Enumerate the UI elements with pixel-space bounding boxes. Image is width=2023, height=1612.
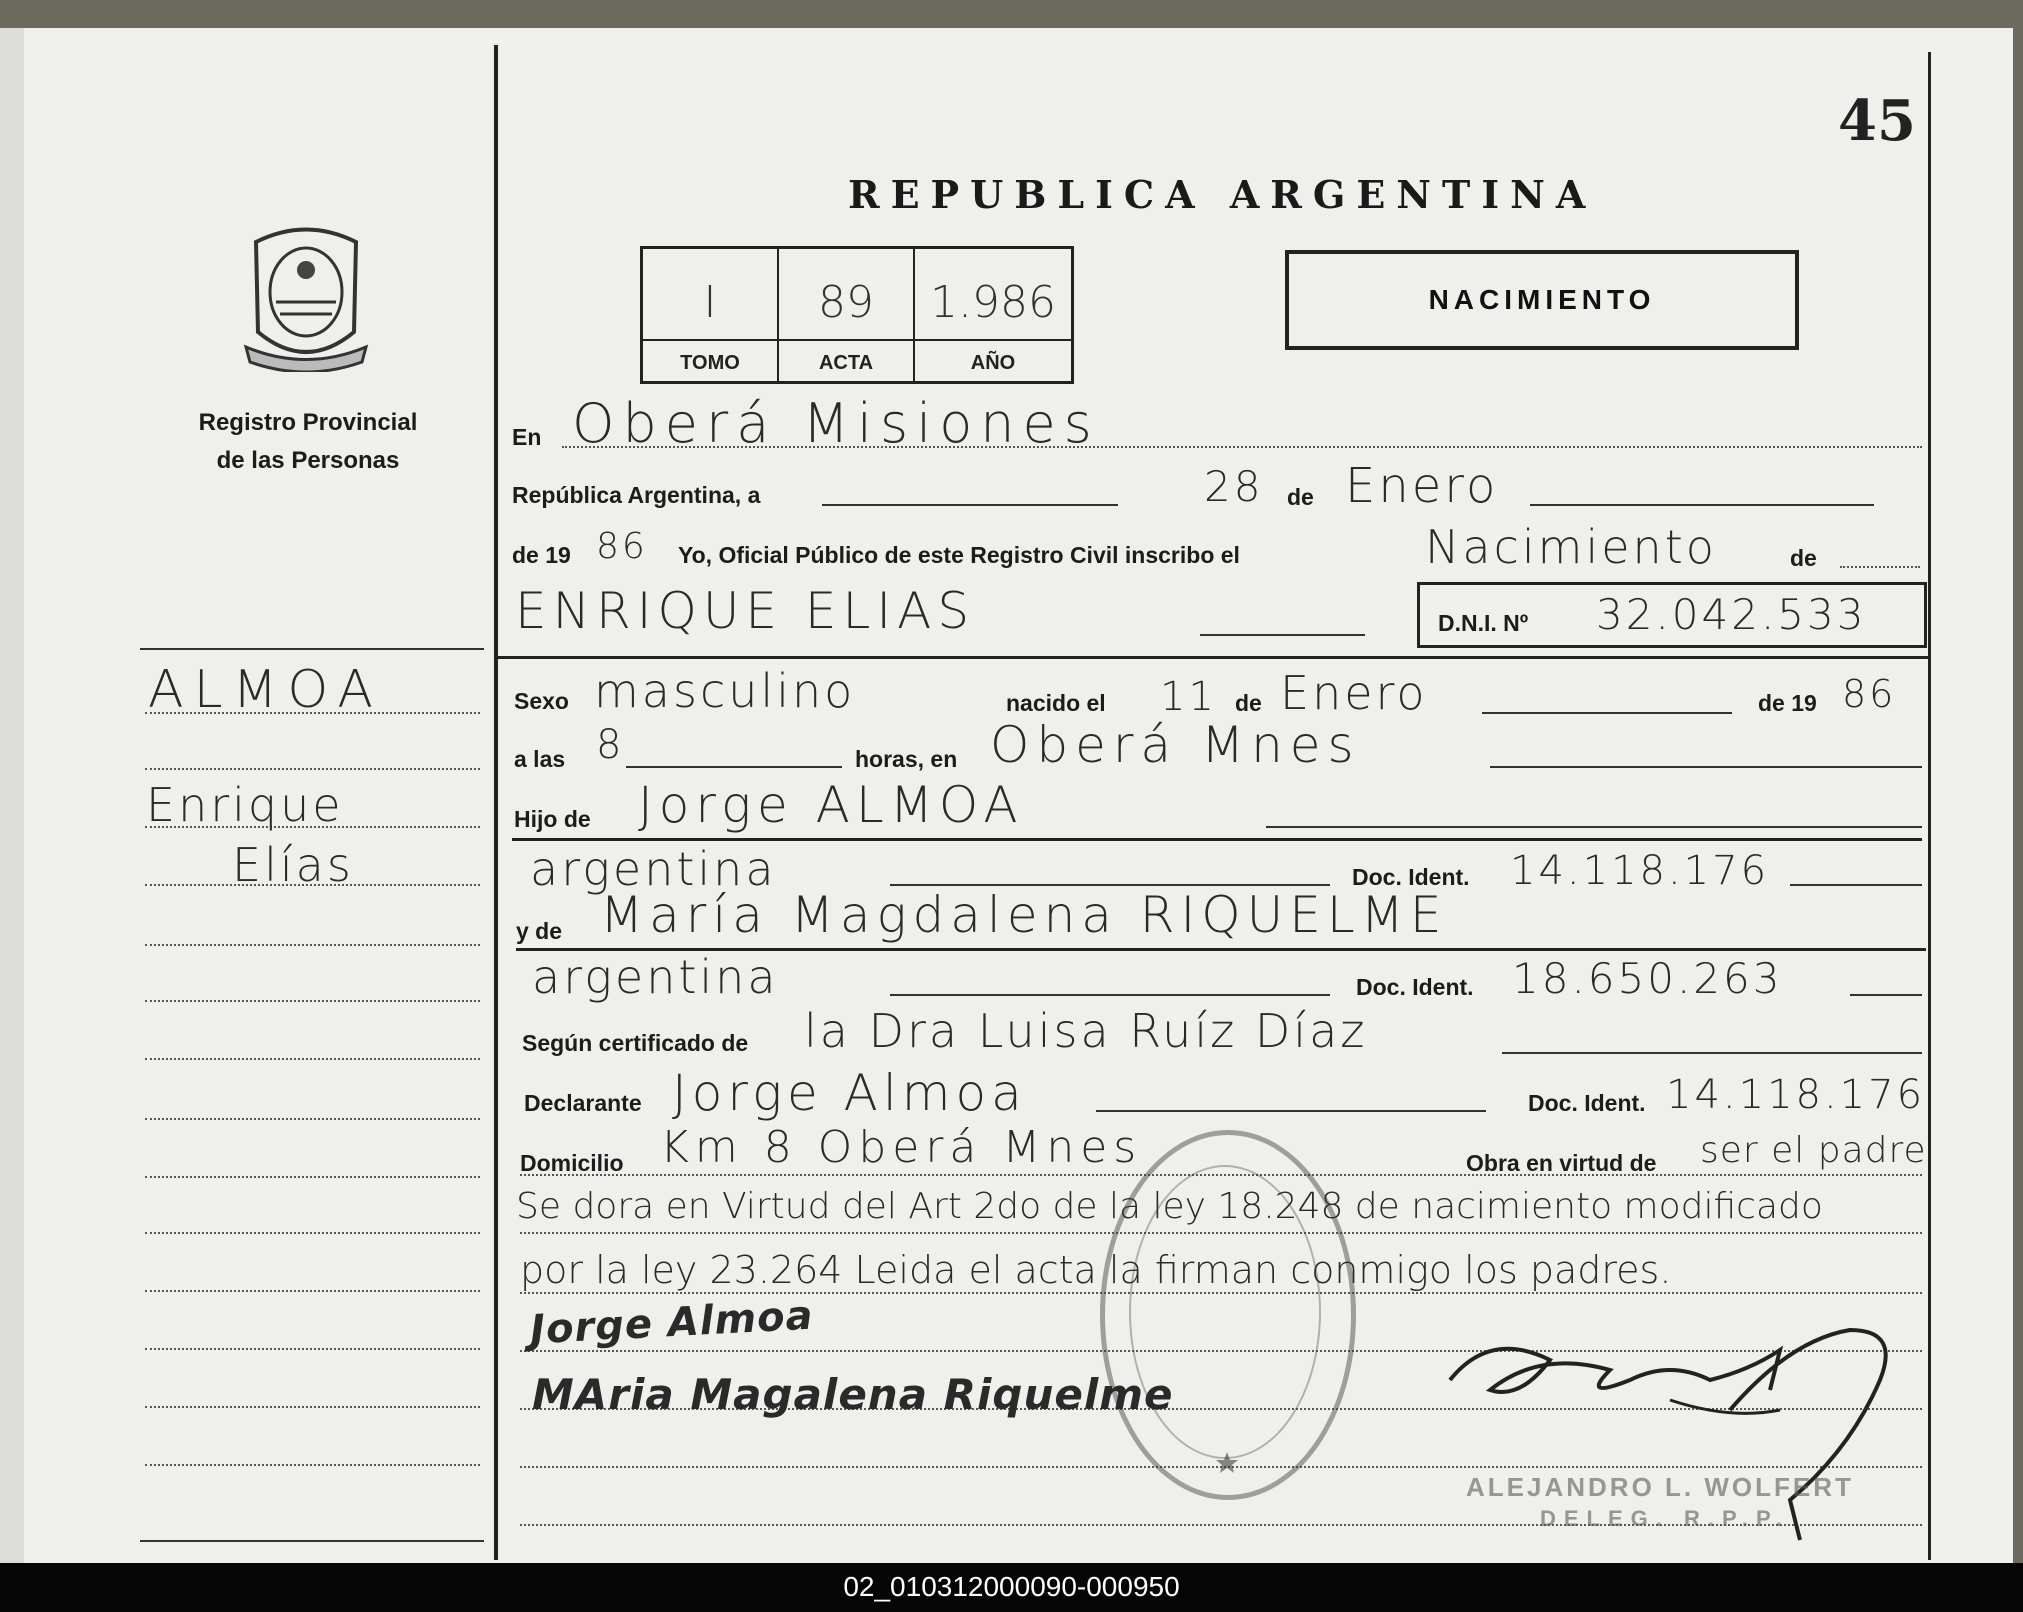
record-type-label: NACIMIENTO bbox=[1428, 284, 1656, 315]
acta-cell bbox=[779, 249, 915, 381]
section-rule bbox=[496, 656, 1928, 659]
page-number: 45 bbox=[1838, 88, 1916, 154]
official-stamp-title: DELEG. R.P.P. bbox=[1540, 1506, 1790, 1531]
birth-year: 86 bbox=[1842, 672, 1897, 716]
anio-value: 1.986 bbox=[930, 277, 1056, 328]
anio-label: AÑO bbox=[970, 352, 1016, 374]
birth-month: Enero bbox=[1280, 666, 1428, 720]
acta-label: ACTA bbox=[818, 352, 874, 374]
year-suffix: 86 bbox=[596, 526, 648, 567]
birth-month-line bbox=[1482, 712, 1732, 714]
margin-line bbox=[145, 1348, 480, 1350]
mother-name: María Magdalena RIQUELME bbox=[600, 886, 1448, 944]
margin-line bbox=[145, 1464, 480, 1466]
horas-label: horas, en bbox=[855, 746, 958, 772]
birth-day: 11 bbox=[1160, 674, 1217, 720]
tomo-label: TOMO bbox=[680, 352, 740, 374]
margin-line bbox=[145, 1290, 480, 1292]
tomo-value: I bbox=[703, 277, 717, 328]
registry-line-2: de las Personas bbox=[216, 447, 400, 474]
date-line-1 bbox=[822, 504, 1118, 506]
registry-line-1: Registro Provincial bbox=[198, 409, 418, 436]
margin-line bbox=[145, 1000, 480, 1002]
margin-line bbox=[145, 768, 480, 770]
birth-place-line bbox=[1490, 766, 1922, 768]
declarante-value: Jorge Almoa bbox=[672, 1064, 1027, 1122]
star-icon bbox=[1215, 1451, 1239, 1475]
nacido-label: nacido el bbox=[1006, 690, 1106, 716]
sexo-value: masculino bbox=[594, 664, 856, 718]
registry-seal bbox=[1100, 1130, 1356, 1500]
declarante-doc-label: Doc. Ident. bbox=[1528, 1090, 1646, 1116]
margin-line bbox=[145, 944, 480, 946]
declarante-doc: 14.118.176 bbox=[1666, 1072, 1926, 1118]
note-line-2: por la ley 23.264 Leida el acta la firman conmigo los padres. bbox=[520, 1248, 1672, 1292]
father-nationality: argentina bbox=[530, 842, 777, 896]
obra-label: Obra en virtud de bbox=[1466, 1150, 1657, 1176]
child-line bbox=[1200, 634, 1365, 636]
acta-value: 89 bbox=[818, 277, 874, 328]
margin-line bbox=[145, 1118, 480, 1120]
birth-de19-label: de 19 bbox=[1758, 690, 1817, 716]
place-value: Oberá Misiones bbox=[572, 392, 1100, 455]
birth-de-label: de bbox=[1235, 690, 1262, 716]
act-line bbox=[1840, 566, 1920, 568]
margin-given-1: Enrique bbox=[146, 778, 344, 832]
margin-given-2: Elías bbox=[232, 838, 354, 892]
domicilio-value: Km 8 Oberá Mnes bbox=[660, 1122, 1143, 1173]
mother-signature: MAria Magalena Riquelme bbox=[532, 1370, 1174, 1419]
a-las-label: a las bbox=[514, 746, 566, 772]
mother-doc-line bbox=[1850, 994, 1922, 996]
republica-label: República Argentina, a bbox=[512, 482, 761, 508]
sexo-label: Sexo bbox=[514, 688, 569, 714]
mother-doc-label: Doc. Ident. bbox=[1356, 974, 1474, 1000]
record-type-box bbox=[1285, 250, 1799, 350]
obra-value: ser el padre bbox=[1700, 1130, 1927, 1171]
page-title: REPUBLICA ARGENTINA bbox=[848, 172, 1597, 217]
father-name: Jorge ALMOA bbox=[638, 776, 1024, 834]
birth-place: Oberá Mnes bbox=[990, 716, 1361, 774]
anio-cell bbox=[915, 249, 1071, 381]
hour-line bbox=[626, 766, 842, 768]
day-value: 28 bbox=[1204, 462, 1264, 511]
margin-divider bbox=[494, 45, 498, 1560]
child-name: ENRIQUE ELIAS bbox=[515, 582, 976, 640]
margin-line bbox=[145, 1058, 480, 1060]
yde-label: y de bbox=[516, 918, 563, 944]
image-id: 02_010312000090-000950 bbox=[843, 1571, 1180, 1602]
father-line bbox=[1266, 826, 1922, 828]
domicilio-label: Domicilio bbox=[520, 1150, 624, 1176]
mother-doc: 18.650.263 bbox=[1512, 954, 1783, 1003]
book-gutter bbox=[0, 28, 24, 1563]
month-value: Enero bbox=[1345, 458, 1499, 514]
yo-text: Yo, Oficial Público de este Registro Civil inscribo el bbox=[678, 542, 1240, 568]
right-border bbox=[1928, 52, 1931, 1560]
father-rule bbox=[512, 838, 1922, 841]
month-line bbox=[1530, 504, 1874, 506]
margin-line bbox=[140, 648, 484, 650]
declarante-line bbox=[1096, 1110, 1486, 1112]
father-signature: Jorge Almoa bbox=[528, 1292, 815, 1354]
father-doc-label: Doc. Ident. bbox=[1352, 864, 1470, 890]
margin-line bbox=[145, 1406, 480, 1408]
dni-value: 32.042.533 bbox=[1596, 590, 1867, 639]
father-doc: 14.118.176 bbox=[1510, 848, 1770, 894]
certificado-line bbox=[1502, 1052, 1922, 1054]
mother-nat-line bbox=[890, 994, 1330, 996]
margin-surname: ALMOA bbox=[148, 660, 383, 720]
hour-value: 8 bbox=[596, 722, 625, 768]
note-line-1: Se dora en Virtud del Art 2do de la ley 18.248 de nacimiento modificado bbox=[516, 1186, 1823, 1227]
dni-label: D.N.I. Nº bbox=[1438, 610, 1529, 636]
official-stamp-name: ALEJANDRO L. WOLFERT bbox=[1466, 1472, 1854, 1502]
segun-label: Según certificado de bbox=[522, 1030, 749, 1056]
margin-line bbox=[145, 1232, 480, 1234]
en-label: En bbox=[512, 424, 542, 450]
image-footer bbox=[0, 1563, 2023, 1612]
tomo-cell bbox=[643, 249, 779, 381]
hijo-label: Hijo de bbox=[514, 806, 591, 832]
margin-line bbox=[140, 1540, 484, 1542]
margin-line bbox=[145, 1176, 480, 1178]
certificado-value: la Dra Luisa Ruíz Díaz bbox=[804, 1004, 1368, 1058]
record-box bbox=[640, 246, 1074, 384]
act-type-value: Nacimiento bbox=[1425, 520, 1717, 574]
de-19-label: de 19 bbox=[512, 542, 571, 568]
registry-name bbox=[170, 404, 446, 480]
father-doc-line bbox=[1790, 884, 1922, 886]
declarante-label: Declarante bbox=[524, 1090, 642, 1116]
provincial-crest-icon bbox=[236, 222, 376, 372]
mother-nationality: argentina bbox=[532, 950, 779, 1004]
de-label: de bbox=[1287, 484, 1314, 510]
record-box-divider bbox=[643, 339, 1071, 341]
de-end-label: de bbox=[1790, 545, 1817, 571]
